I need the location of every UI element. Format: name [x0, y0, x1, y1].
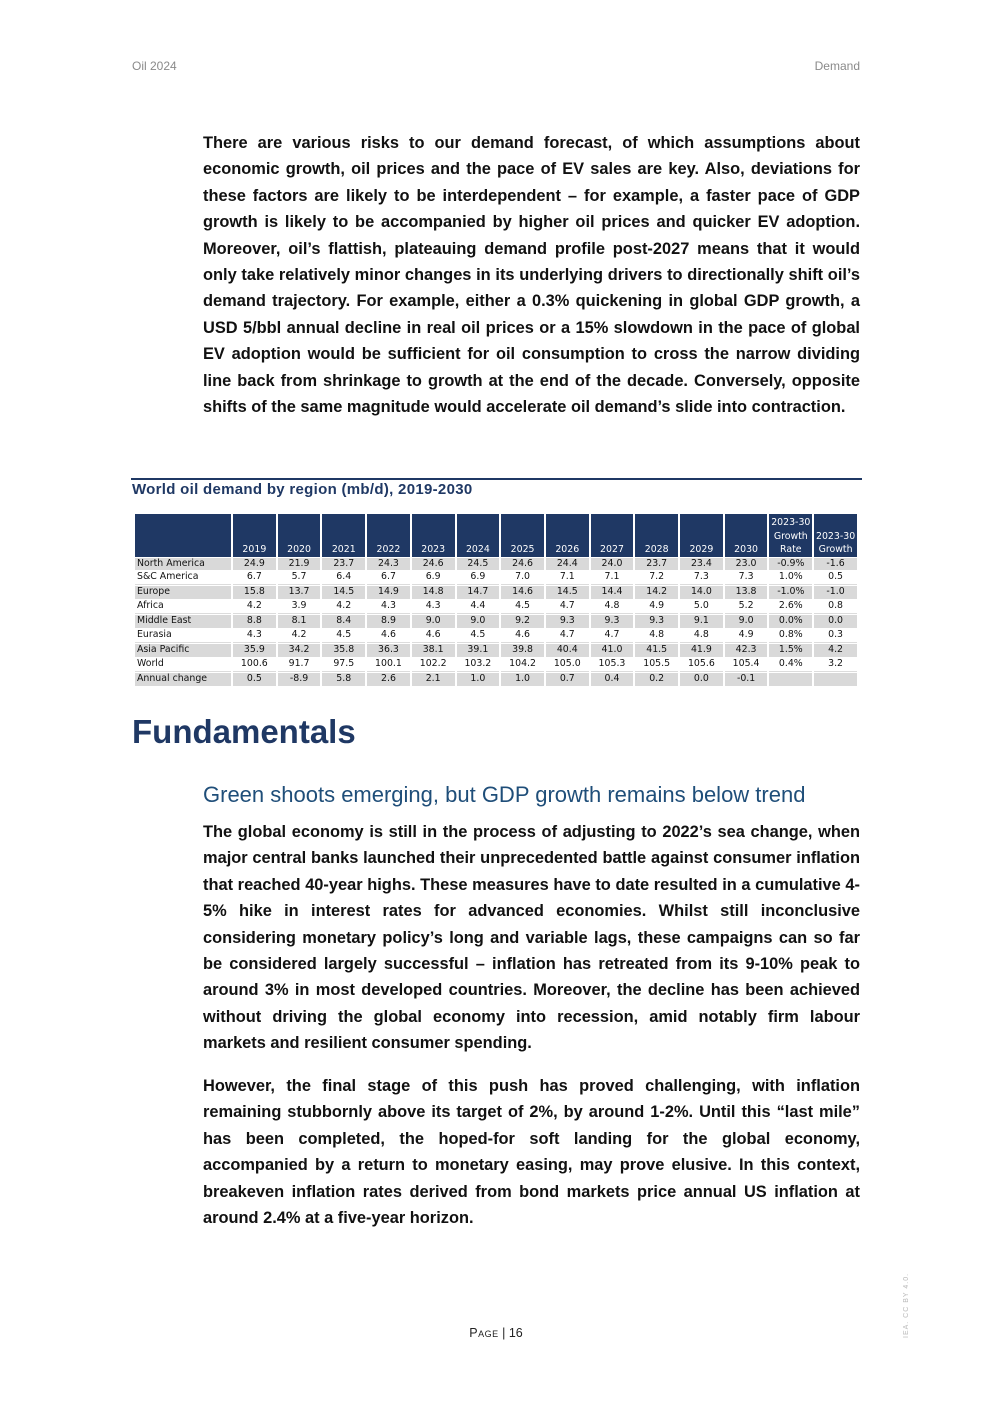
table-cell: 7.0	[501, 571, 544, 585]
table-cell: 4.2	[278, 629, 321, 643]
page-footer	[0, 1326, 992, 1340]
table-cell: 8.1	[278, 615, 321, 628]
column-header: 2022	[367, 514, 410, 557]
table-cell: 4.5	[501, 600, 544, 614]
table-cell: 14.8	[412, 586, 455, 599]
table-cell: 102.2	[412, 658, 455, 672]
column-header: 2023	[412, 514, 455, 557]
table-cell: 9.1	[680, 615, 723, 628]
table-cell: 6.7	[367, 571, 410, 585]
table-cell: 15.8	[233, 586, 276, 599]
table-cell: 0.2	[635, 673, 678, 686]
table-cell: 0.4	[591, 673, 634, 686]
running-header-section: Demand	[814, 59, 860, 73]
column-header: 2019	[233, 514, 276, 557]
table-cell: 7.1	[546, 571, 589, 585]
table-cell: 24.5	[457, 558, 500, 571]
table-cell: 7.2	[635, 571, 678, 585]
column-header: 2024	[457, 514, 500, 557]
section-heading: Fundamentals	[132, 713, 356, 750]
table-cell: 9.2	[501, 615, 544, 628]
economy-paragraph: The global economy is still in the process of adjusting to 2022’s sea change, when major central banks launched their unprecedented battle against consumer inflation that reached 40-year highs. These measures have to date resulted in a cumulative 4-5% hike in interest rates for advanced economies. Whilst still inconclusive considering monetary policy’s long and variable lags, these campaigns can so far be considered largely successful – inflation has retreated from its 9-10% peak to around 3% in most developed countries. Moreover, the decline has been achieved without driving the global economy into recession, amid notably firm labour markets and resilient consumer spending.	[203, 823, 860, 1053]
table-cell: 2.6	[367, 673, 410, 686]
table-cell: 4.2	[322, 600, 365, 614]
table-cell: 97.5	[322, 658, 365, 672]
table-cell: 4.8	[591, 600, 634, 614]
row-label: World	[135, 658, 231, 672]
table-cell: 42.3	[725, 644, 768, 657]
table-cell: 9.3	[546, 615, 589, 628]
table-cell: 24.6	[412, 558, 455, 571]
column-header: 2021	[322, 514, 365, 557]
table-cell: -0.9%	[769, 558, 812, 571]
license-note: IEA. CC BY 4.0.	[903, 1272, 910, 1338]
table-cell: 39.1	[457, 644, 500, 657]
table-cell: 7.3	[680, 571, 723, 585]
table-cell: 24.9	[233, 558, 276, 571]
table-cell: 14.4	[591, 586, 634, 599]
column-header: 2023-30 Growth	[814, 514, 857, 557]
table-cell: 105.5	[635, 658, 678, 672]
table-cell: 6.9	[457, 571, 500, 585]
table-cell: 4.9	[725, 629, 768, 643]
table-cell: 0.0%	[769, 615, 812, 628]
table-cell: 14.5	[322, 586, 365, 599]
table-cell: 5.2	[725, 600, 768, 614]
table-cell: 14.2	[635, 586, 678, 599]
table-row	[135, 615, 857, 628]
table-cell: 7.3	[725, 571, 768, 585]
table-cell: 0.8	[814, 600, 857, 614]
column-header: 2020	[278, 514, 321, 557]
table-row	[135, 571, 857, 585]
table-top-rule	[131, 478, 862, 480]
table-cell: 14.0	[680, 586, 723, 599]
table-cell: 4.8	[635, 629, 678, 643]
table-cell: 1.0	[501, 673, 544, 686]
table-cell: -1.0%	[769, 586, 812, 599]
table-cell: 4.3	[412, 600, 455, 614]
table-cell: -0.1	[725, 673, 768, 686]
table-cell: 35.9	[233, 644, 276, 657]
table-cell: 0.5	[814, 571, 857, 585]
table-cell: 38.1	[412, 644, 455, 657]
row-label: Africa	[135, 600, 231, 614]
page-number: 16	[508, 1326, 523, 1340]
table-cell: 23.4	[680, 558, 723, 571]
table-cell: 4.5	[322, 629, 365, 643]
column-header: 2025	[501, 514, 544, 557]
table-cell: 24.6	[501, 558, 544, 571]
table-cell: 100.6	[233, 658, 276, 672]
column-header: 2027	[591, 514, 634, 557]
page-separator: |	[502, 1326, 506, 1340]
table-row	[135, 629, 857, 643]
table-cell: 0.8%	[769, 629, 812, 643]
table-cell: 4.6	[501, 629, 544, 643]
table-cell: 14.5	[546, 586, 589, 599]
table-row	[135, 658, 857, 672]
oil-demand-table	[133, 513, 859, 687]
table-cell: 8.9	[367, 615, 410, 628]
table-cell: 4.7	[546, 629, 589, 643]
table-cell: 0.4%	[769, 658, 812, 672]
table-cell: 39.8	[501, 644, 544, 657]
table-cell: 7.1	[591, 571, 634, 585]
table-cell: 9.3	[591, 615, 634, 628]
table-cell: 5.8	[322, 673, 365, 686]
table-cell: 3.2	[814, 658, 857, 672]
row-label: Annual change	[135, 673, 231, 686]
table-cell: 105.4	[725, 658, 768, 672]
table-cell: 4.7	[591, 629, 634, 643]
column-header: 2026	[546, 514, 589, 557]
table-cell	[769, 673, 812, 686]
table-cell: 9.0	[412, 615, 455, 628]
table-cell: 14.7	[457, 586, 500, 599]
row-label: Middle East	[135, 615, 231, 628]
table-cell: 41.5	[635, 644, 678, 657]
running-header-title: Oil 2024	[132, 59, 177, 73]
table-cell: 9.3	[635, 615, 678, 628]
table-cell: -1.6	[814, 558, 857, 571]
table-row	[135, 586, 857, 599]
table-title: World oil demand by region (mb/d), 2019-2030	[132, 481, 473, 498]
table-cell: 103.2	[457, 658, 500, 672]
inflation-paragraph: However, the final stage of this push has proved challenging, with inflation remaining stubbornly above its target of 2%, by around 1-2%. Until this “last mile” has been completed, the hoped-for soft landing for the global economy, accompanied by a return to monetary easing, may prove elusive. In this context, breakeven inflation rates derived from bond markets price annual US inflation at around 2.4% at a five-year horizon.	[203, 1077, 860, 1228]
table-header-row	[135, 514, 857, 557]
table-cell: 6.7	[233, 571, 276, 585]
table-cell: 6.9	[412, 571, 455, 585]
table-cell: 5.0	[680, 600, 723, 614]
table-cell: 8.8	[233, 615, 276, 628]
table-cell: 1.5%	[769, 644, 812, 657]
table-cell: 9.0	[457, 615, 500, 628]
table-cell: 4.9	[635, 600, 678, 614]
column-header: 2028	[635, 514, 678, 557]
table-cell: 4.3	[367, 600, 410, 614]
table-cell: 0.0	[680, 673, 723, 686]
table-cell: 24.4	[546, 558, 589, 571]
row-label: North America	[135, 558, 231, 571]
table-cell: 3.9	[278, 600, 321, 614]
table-cell: 23.7	[322, 558, 365, 571]
table-cell: 4.6	[412, 629, 455, 643]
table-cell: 100.1	[367, 658, 410, 672]
table-cell: 105.3	[591, 658, 634, 672]
table-cell: 40.4	[546, 644, 589, 657]
table-cell: 5.7	[278, 571, 321, 585]
table-cell: 34.2	[278, 644, 321, 657]
risk-paragraph: There are various risks to our demand forecast, of which assumptions about economic growth, oil prices and the pace of EV sales are key. Also, deviations for these factors are likely to be interdependent – for example, a faster pace of GDP growth is likely to be accompanied by higher oil prices and quicker EV adoption. Moreover, oil’s flattish, plateauing demand profile post-2027 means that it would only take relatively minor changes in its underlying drivers to directionally shift oil’s demand trajectory. For example, either a 0.3% quickening in global GDP growth, a USD 5/bbl annual decline in real oil prices or a 15% slowdown in the pace of global EV adoption would be sufficient for oil consumption to cross the narrow dividing line back from shrinkage to growth at the end of the decade. Conversely, opposite shifts of the same magnitude would accelerate oil demand’s slide into contraction.	[203, 134, 860, 417]
row-label: Europe	[135, 586, 231, 599]
table-cell: 6.4	[322, 571, 365, 585]
table-row	[135, 644, 857, 657]
table-cell: 2.6%	[769, 600, 812, 614]
table-cell: 35.8	[322, 644, 365, 657]
table-cell: -1.0	[814, 586, 857, 599]
column-header: 2029	[680, 514, 723, 557]
row-label: Asia Pacific	[135, 644, 231, 657]
table-cell: 13.8	[725, 586, 768, 599]
row-label: S&C America	[135, 571, 231, 585]
table-cell: -8.9	[278, 673, 321, 686]
subsection-heading: Green shoots emerging, but GDP growth remains below trend	[203, 782, 806, 807]
table-cell: 23.7	[635, 558, 678, 571]
table-cell: 36.3	[367, 644, 410, 657]
table-cell: 4.8	[680, 629, 723, 643]
table-cell: 4.7	[546, 600, 589, 614]
table-cell: 0.7	[546, 673, 589, 686]
table-cell: 41.0	[591, 644, 634, 657]
table-cell: 8.4	[322, 615, 365, 628]
column-header: 2023-30 Growth Rate	[769, 514, 812, 557]
table-cell: 21.9	[278, 558, 321, 571]
table-cell: 105.0	[546, 658, 589, 672]
table-row	[135, 600, 857, 614]
table-cell: 1.0%	[769, 571, 812, 585]
table-cell: 24.0	[591, 558, 634, 571]
table-cell: 0.5	[233, 673, 276, 686]
table-cell: 4.4	[457, 600, 500, 614]
table-cell	[814, 673, 857, 686]
table-cell: 4.2	[233, 600, 276, 614]
table-cell: 24.3	[367, 558, 410, 571]
table-cell: 91.7	[278, 658, 321, 672]
table-cell: 1.0	[457, 673, 500, 686]
header-label-cell	[135, 514, 231, 557]
table-cell: 14.9	[367, 586, 410, 599]
table-cell: 9.0	[725, 615, 768, 628]
table-cell: 4.2	[814, 644, 857, 657]
table-row	[135, 673, 857, 686]
table-cell: 23.0	[725, 558, 768, 571]
row-label: Eurasia	[135, 629, 231, 643]
table-cell: 0.0	[814, 615, 857, 628]
table-cell: 14.6	[501, 586, 544, 599]
table-cell: 0.3	[814, 629, 857, 643]
table-cell: 4.5	[457, 629, 500, 643]
table-cell: 104.2	[501, 658, 544, 672]
page-label: Page	[469, 1326, 499, 1340]
column-header: 2030	[725, 514, 768, 557]
table-cell: 4.6	[367, 629, 410, 643]
table-cell: 41.9	[680, 644, 723, 657]
table-cell: 2.1	[412, 673, 455, 686]
table-cell: 4.3	[233, 629, 276, 643]
table-cell: 13.7	[278, 586, 321, 599]
table-row	[135, 558, 857, 571]
table-cell: 105.6	[680, 658, 723, 672]
